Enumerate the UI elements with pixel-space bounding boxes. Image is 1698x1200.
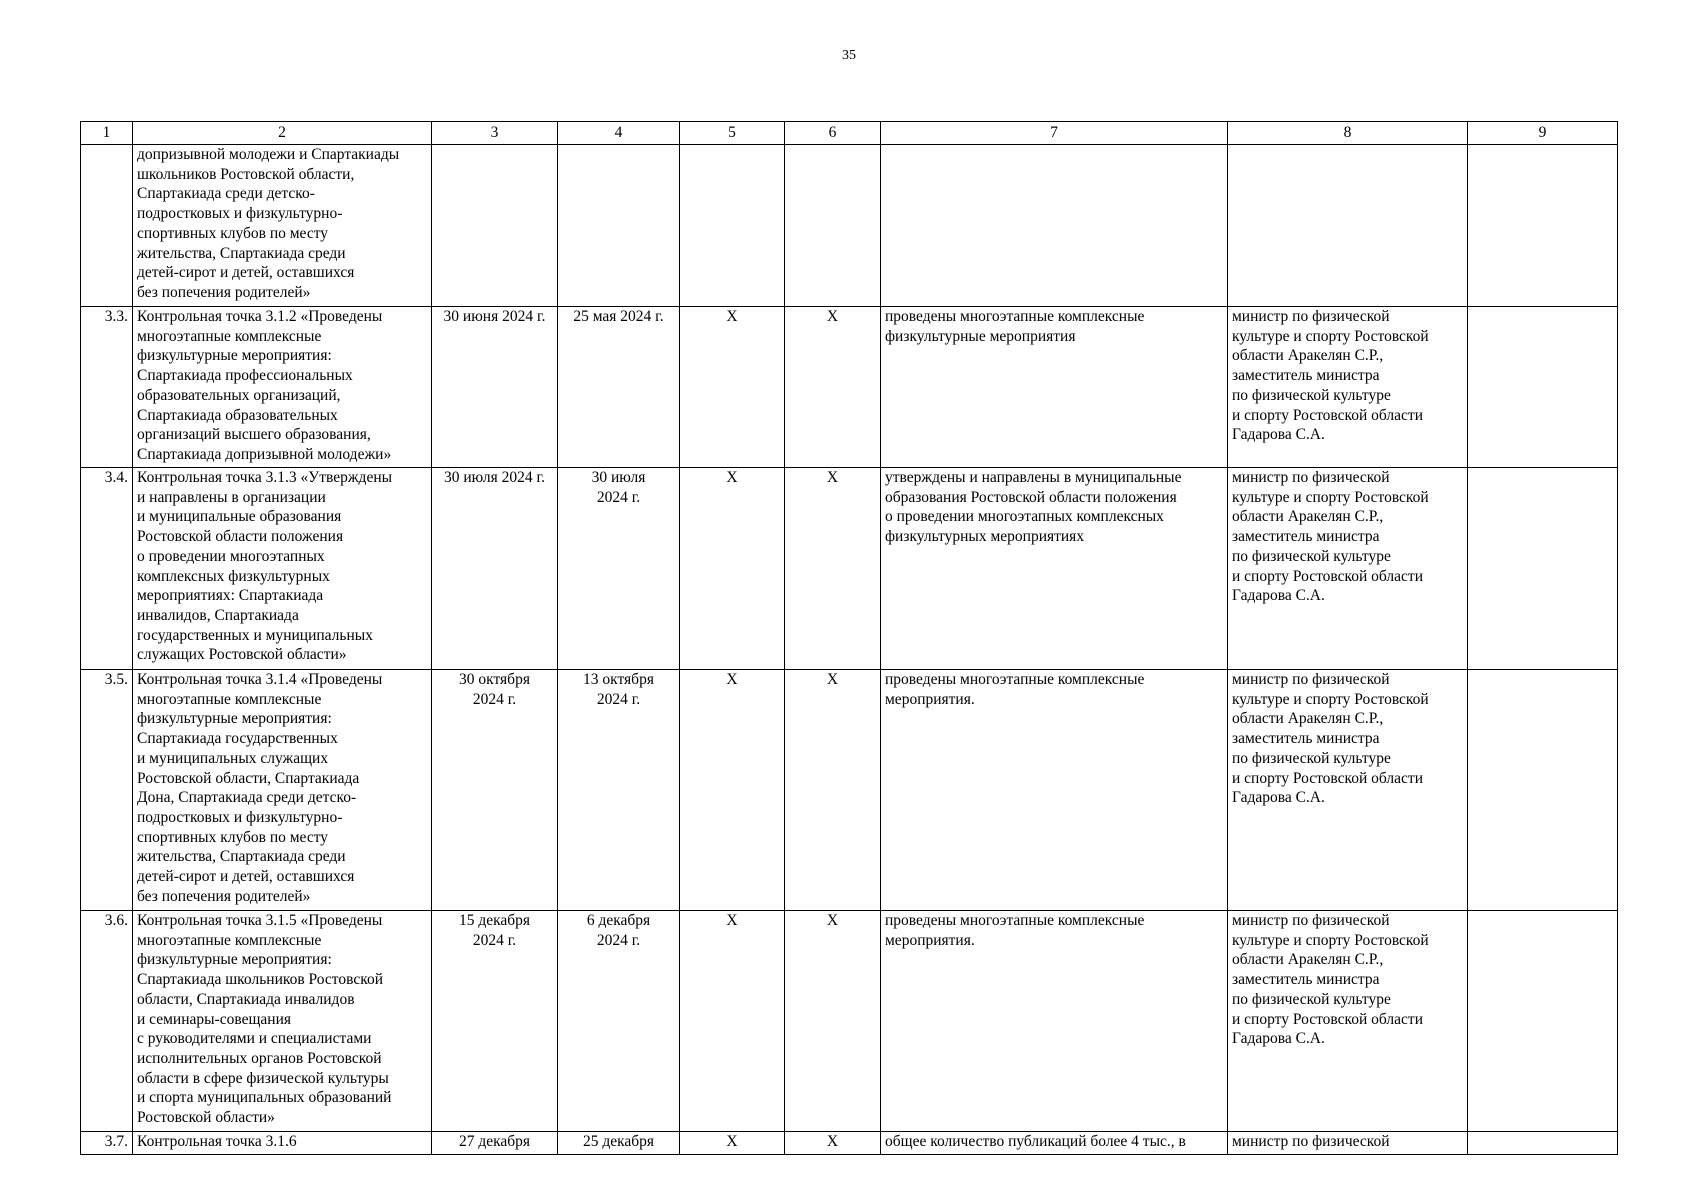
control-point-name: Контрольная точка 3.1.3 «Утверждены и направлены в организации и муниципальные образования Ростовской области положения о проведении многоэтапных комплексных физкультурных мероприятиях: Спартакиада инвалидов, Спартакиада государственных и муниципальных служащих Ростовской области»	[133, 468, 432, 670]
actual-date: 30 июля 2024 г.	[558, 468, 680, 670]
planned-date	[432, 145, 558, 307]
column-6-mark	[785, 145, 881, 307]
column-5-mark: Х	[680, 468, 785, 670]
row-number: 3.5.	[81, 670, 133, 911]
column-9-cell	[1468, 468, 1618, 670]
planned-date: 27 декабря	[432, 1132, 558, 1155]
control-points-table	[80, 121, 1618, 1155]
table-row	[81, 670, 1618, 911]
result-text: общее количество публикаций более 4 тыс., в	[881, 1132, 1228, 1155]
column-5-mark: Х	[680, 1132, 785, 1155]
result-text: проведены многоэтапные комплексные физкультурные мероприятия	[881, 307, 1228, 468]
control-point-name: Контрольная точка 3.1.6	[133, 1132, 432, 1155]
column-5-mark: Х	[680, 670, 785, 911]
header-row	[81, 122, 1618, 145]
table-row	[81, 1132, 1618, 1155]
column-6-mark: Х	[785, 1132, 881, 1155]
column-9-cell	[1468, 307, 1618, 468]
control-point-name: Контрольная точка 3.1.4 «Проведены многоэтапные комплексные физкультурные мероприятия: Спартакиада государственных и муниципальных служащих Ростовской области, Спартакиада Дона, Спартакиада среди детско- подростковых и физкультурно- спортивных клубов по месту жительства, Спартакиада среди детей-сирот и детей, оставшихся без попечения родителей»	[133, 670, 432, 911]
page-number: 35	[842, 48, 856, 63]
responsible-person: министр по физической	[1228, 1132, 1468, 1155]
responsible-person: министр по физической культуре и спорту Ростовской области Аракелян С.Р., заместитель министра по физической культуре и спорту Ростовской области Гадарова С.А.	[1228, 307, 1468, 468]
column-5-mark: Х	[680, 911, 785, 1132]
column-9-cell	[1468, 670, 1618, 911]
result-text: утверждены и направлены в муниципальные образования Ростовской области положения о проведении многоэтапных комплексных физкультурных мероприятиях	[881, 468, 1228, 670]
planned-date: 30 июня 2024 г.	[432, 307, 558, 468]
row-number: 3.6.	[81, 911, 133, 1132]
responsible-person: министр по физической культуре и спорту Ростовской области Аракелян С.Р., заместитель министра по физической культуре и спорту Ростовской области Гадарова С.А.	[1228, 468, 1468, 670]
table-row	[81, 145, 1618, 307]
responsible-person: министр по физической культуре и спорту Ростовской области Аракелян С.Р., заместитель министра по физической культуре и спорту Ростовской области Гадарова С.А.	[1228, 670, 1468, 911]
column-9-cell	[1468, 911, 1618, 1132]
actual-date: 13 октября 2024 г.	[558, 670, 680, 911]
header-cell: 8	[1228, 122, 1468, 145]
header-cell: 6	[785, 122, 881, 145]
row-number: 3.3.	[81, 307, 133, 468]
result-text	[881, 145, 1228, 307]
responsible-person	[1228, 145, 1468, 307]
column-9-cell	[1468, 145, 1618, 307]
control-point-name: допризывной молодежи и Спартакиады школьников Ростовской области, Спартакиада среди детско- подростковых и физкультурно- спортивных клубов по месту жительства, Спартакиада среди детей-сирот и детей, оставшихся без попечения родителей»	[133, 145, 432, 307]
table-row	[81, 468, 1618, 670]
table-row	[81, 911, 1618, 1132]
header-cell: 9	[1468, 122, 1618, 145]
row-number: 3.4.	[81, 468, 133, 670]
result-text: проведены многоэтапные комплексные мероприятия.	[881, 670, 1228, 911]
planned-date: 30 июля 2024 г.	[432, 468, 558, 670]
planned-date: 15 декабря 2024 г.	[432, 911, 558, 1132]
responsible-person: министр по физической культуре и спорту Ростовской области Аракелян С.Р., заместитель министра по физической культуре и спорту Ростовской области Гадарова С.А.	[1228, 911, 1468, 1132]
header-cell: 1	[81, 122, 133, 145]
control-point-name: Контрольная точка 3.1.2 «Проведены многоэтапные комплексные физкультурные мероприятия: Спартакиада профессиональных образовательных организаций, Спартакиада образовательных организаций высшего образования, Спартакиада допризывной молодежи»	[133, 307, 432, 468]
row-number	[81, 145, 133, 307]
header-cell: 7	[881, 122, 1228, 145]
header-cell: 5	[680, 122, 785, 145]
header-cell: 4	[558, 122, 680, 145]
column-9-cell	[1468, 1132, 1618, 1155]
actual-date	[558, 145, 680, 307]
actual-date: 6 декабря 2024 г.	[558, 911, 680, 1132]
header-cell: 2	[133, 122, 432, 145]
column-6-mark: Х	[785, 670, 881, 911]
column-6-mark: Х	[785, 307, 881, 468]
column-5-mark: Х	[680, 307, 785, 468]
control-point-name: Контрольная точка 3.1.5 «Проведены многоэтапные комплексные физкультурные мероприятия: Спартакиада школьников Ростовской области, Спартакиада инвалидов и семинары-совещания с руководителями и специалистами исполнительных органов Ростовской области в сфере физической культуры и спорта муниципальных образований Ростовской области»	[133, 911, 432, 1132]
column-6-mark: Х	[785, 911, 881, 1132]
row-number: 3.7.	[81, 1132, 133, 1155]
planned-date: 30 октября 2024 г.	[432, 670, 558, 911]
column-6-mark: Х	[785, 468, 881, 670]
table-row	[81, 307, 1618, 468]
actual-date: 25 мая 2024 г.	[558, 307, 680, 468]
result-text: проведены многоэтапные комплексные мероприятия.	[881, 911, 1228, 1132]
actual-date: 25 декабря	[558, 1132, 680, 1155]
column-5-mark	[680, 145, 785, 307]
header-cell: 3	[432, 122, 558, 145]
